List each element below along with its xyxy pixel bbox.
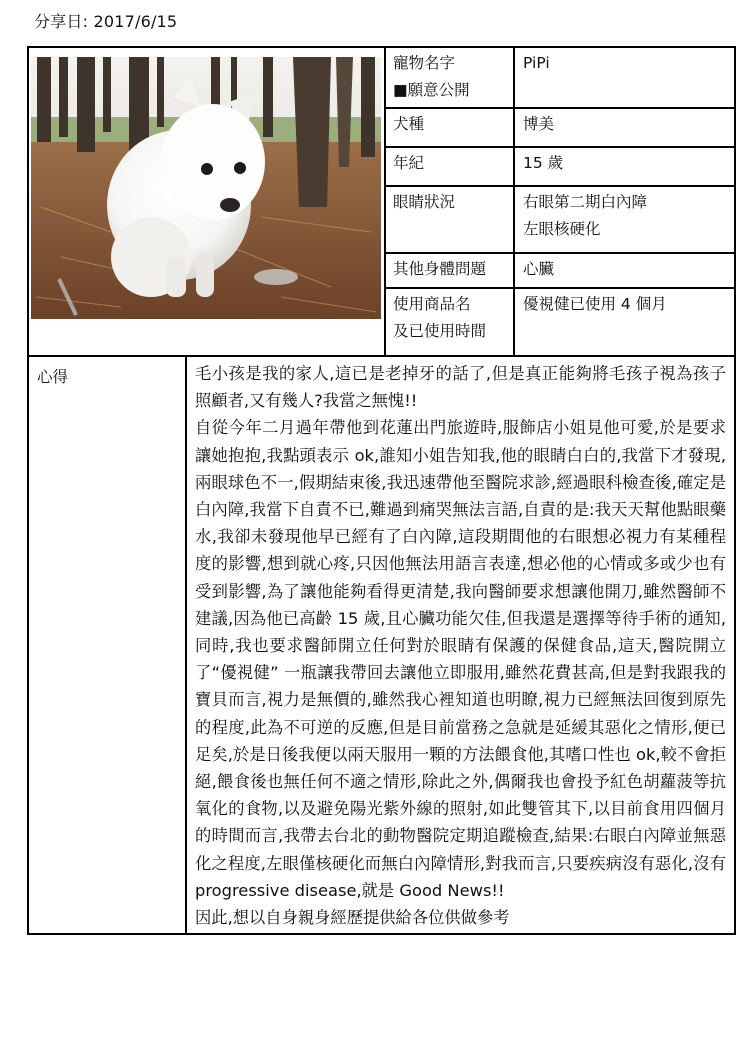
note-label: 心得 bbox=[29, 357, 186, 933]
pet-name-value: PiPi bbox=[523, 54, 550, 72]
note-paragraph: 毛小孩是我的家人,這已是老掉牙的話了,但是真正能夠將毛孩子視為孩子照顧者,又有幾人?我當之無愧!! bbox=[195, 364, 726, 411]
note-body bbox=[186, 357, 734, 933]
note-paragraph: 因此,想以自身親身經歷提供給各位供做參考 bbox=[195, 908, 510, 928]
breed-value: 博美 bbox=[514, 108, 735, 147]
note-row bbox=[28, 356, 735, 934]
public-consent-label: ■願意公開 bbox=[393, 81, 470, 99]
eye-condition-value-cell bbox=[514, 186, 735, 252]
photo-cell bbox=[28, 47, 385, 356]
age-label: 年紀 bbox=[385, 147, 514, 186]
eye-condition-right: 右眼第二期白內障 bbox=[523, 193, 648, 212]
breed-label: 犬種 bbox=[385, 108, 514, 147]
pet-name-label: 寵物名字 bbox=[393, 54, 456, 72]
other-health-label: 其他身體問題 bbox=[385, 253, 514, 289]
age-value: 15 歲 bbox=[514, 147, 735, 186]
pet-name-label-cell bbox=[385, 47, 514, 108]
note-paragraph: 自從今年二月過年帶他到花蓮出門旅遊時,服飾店小姐見他可愛,於是要求讓她抱抱,我點頭表示 ok,誰知小姐告知我,他的眼睛白白的,我當下才發現,兩眼球色不一,假期結束後,我迅速帶他至醫院求診,經過眼科檢查後,確定是白內障,我當下自責不已,難過到痛哭無法言語,自責的是:我天天幫他點眼藥水,我卻未發現他早已經有了白內障,這段期間他的右眼想必視力有某種程度的影響,想到就心疼,只因他無法用語言表達,想必他的心情或多或少也有受到影響,為了讓他能夠看得更清楚,我向醫師要求想讓他開刀,雖然醫師不建議,因為他已高齡 15 歲,且心臟功能欠佳,但我還是選擇等待手術的通知,同時,我也要求醫師開立任何對於眼睛有保護的保健食品,這天,醫院開立了“優視健” 一瓶讓我帶回去讓他立即服用,雖然花費甚高,但是對我跟我的寶貝而言,視力是無價的,雖然我心裡知道也明瞭,視力已經無法回復到原先的程度,此為不可逆的反應,但是目前當務之急就是延緩其惡化之情形,便已足矣,於是日後我便以兩天服用一顆的方法餵食他,其嗜口性也 ok,較不會拒絕,餵食後也無任何不適之情形,除此之外,偶爾我也會投予紅色胡蘿菠等抗氧化的食物,以及避免陽光紫外線的照射,如此雙管其下,以目前食用四個月的時間而言,我帶去台北的動物醫院定期追蹤檢查,結果:右眼白內障並無惡化之程度,左眼僅核硬化而無白內障情形,對我而言,只要疾病沒有惡化,沒有 progressive disease,就是 Good News!! bbox=[195, 418, 726, 900]
product-usage-label-cell bbox=[385, 288, 514, 356]
eye-condition-left: 左眼核硬化 bbox=[523, 220, 601, 239]
pet-info-table bbox=[27, 46, 736, 935]
usage-duration-label: 及已使用時間 bbox=[393, 322, 487, 341]
product-name-label: 使用商品名 bbox=[393, 295, 471, 314]
other-health-value: 心臟 bbox=[514, 253, 735, 289]
pet-name-value-cell bbox=[514, 47, 735, 108]
note-table bbox=[29, 357, 734, 933]
dog-photo bbox=[31, 57, 381, 319]
eye-condition-label: 眼睛狀況 bbox=[385, 186, 514, 252]
product-usage-value: 優視健已使用 4 個月 bbox=[514, 288, 735, 356]
share-date: 分享日: 2017/6/15 bbox=[34, 12, 178, 31]
